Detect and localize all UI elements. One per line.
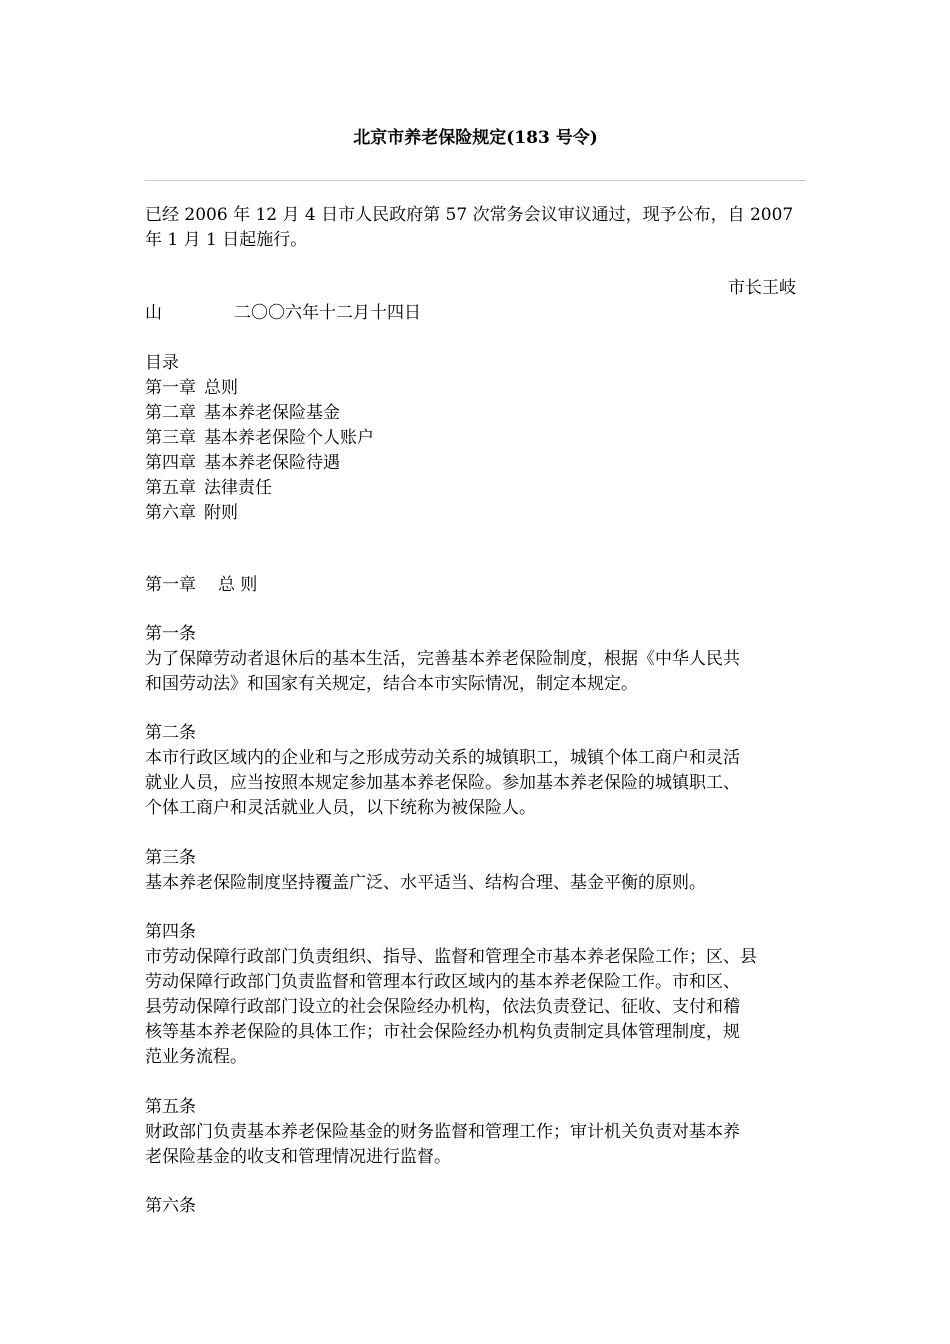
- article-4: [145, 920, 806, 1070]
- table-of-contents: [145, 351, 806, 526]
- article-line: 基本养老保险制度坚持覆盖广泛、水平适当、结构合理、基金平衡的原则。: [145, 873, 706, 893]
- article-line: 老保险基金的收支和管理情况进行监督。: [145, 1147, 451, 1167]
- title-divider: [145, 180, 806, 181]
- article-3: [145, 846, 806, 896]
- article-label: 第三条: [145, 848, 196, 868]
- preamble-line-1: 已经 2006 年 12 月 4 日市人民政府第 57 次常务会议审议通过，现予公布，自 2007: [145, 205, 794, 225]
- signature-left: 山: [145, 303, 162, 323]
- toc-item: 第六章 附则: [145, 503, 238, 523]
- article-line: 县劳动保障行政部门设立的社会保险经办机构，依法负责登记、征收、支付和稽: [145, 997, 740, 1017]
- signature-date: 二〇〇六年十二月十四日: [234, 303, 421, 323]
- article-line: 本市行政区域内的企业和与之形成劳动关系的城镇职工，城镇个体工商户和灵活: [145, 748, 740, 768]
- article-line: 财政部门负责基本养老保险基金的财务监督和管理工作；审计机关负责对基本养: [145, 1122, 740, 1142]
- preamble-line-2: 年 1 月 1 日起施行。: [145, 230, 308, 250]
- article-label: 第一条: [145, 624, 196, 644]
- article-label: 第四条: [145, 922, 196, 942]
- signature-right: 市长王岐: [728, 278, 796, 298]
- article-6: [145, 1194, 806, 1219]
- toc-item: 第四章 基本养老保险待遇: [145, 453, 340, 473]
- toc-item: 第三章 基本养老保险个人账户: [145, 428, 374, 448]
- article-line: 就业人员，应当按照本规定参加基本养老保险。参加基本养老保险的城镇职工、: [145, 773, 740, 793]
- article-line: 核等基本养老保险的具体工作；市社会保险经办机构负责制定具体管理制度，规: [145, 1022, 740, 1042]
- article-label: 第二条: [145, 723, 196, 743]
- toc-item: 第一章 总则: [145, 378, 238, 398]
- toc-item: 第五章 法律责任: [145, 478, 272, 498]
- signature-date-line: [145, 301, 806, 326]
- article-line: 为了保障劳动者退休后的基本生活，完善基本养老保险制度，根据《中华人民共: [145, 649, 740, 669]
- toc-heading: 目录: [145, 353, 179, 373]
- article-line: 劳动保障行政部门负责监督和管理本行政区域内的基本养老保险工作。市和区、: [145, 972, 740, 992]
- article-label: 第六条: [145, 1196, 196, 1216]
- document-title: 北京市养老保险规定(183 号令): [353, 128, 598, 148]
- chapter-heading: 第一章 总 则: [145, 575, 258, 595]
- article-line: 个体工商户和灵活就业人员，以下统称为被保险人。: [145, 798, 536, 818]
- toc-item: 第二章 基本养老保险基金: [145, 403, 340, 423]
- article-line: 范业务流程。: [145, 1047, 247, 1067]
- signature-block: [145, 276, 806, 301]
- article-1: [145, 622, 806, 697]
- preamble: [145, 203, 806, 253]
- article-label: 第五条: [145, 1097, 196, 1117]
- article-line: 和国劳动法》和国家有关规定，结合本市实际情况，制定本规定。: [145, 674, 638, 694]
- article-line: 市劳动保障行政部门负责组织、指导、监督和管理全市基本养老保险工作；区、县: [145, 947, 757, 967]
- article-2: [145, 721, 806, 821]
- article-5: [145, 1095, 806, 1170]
